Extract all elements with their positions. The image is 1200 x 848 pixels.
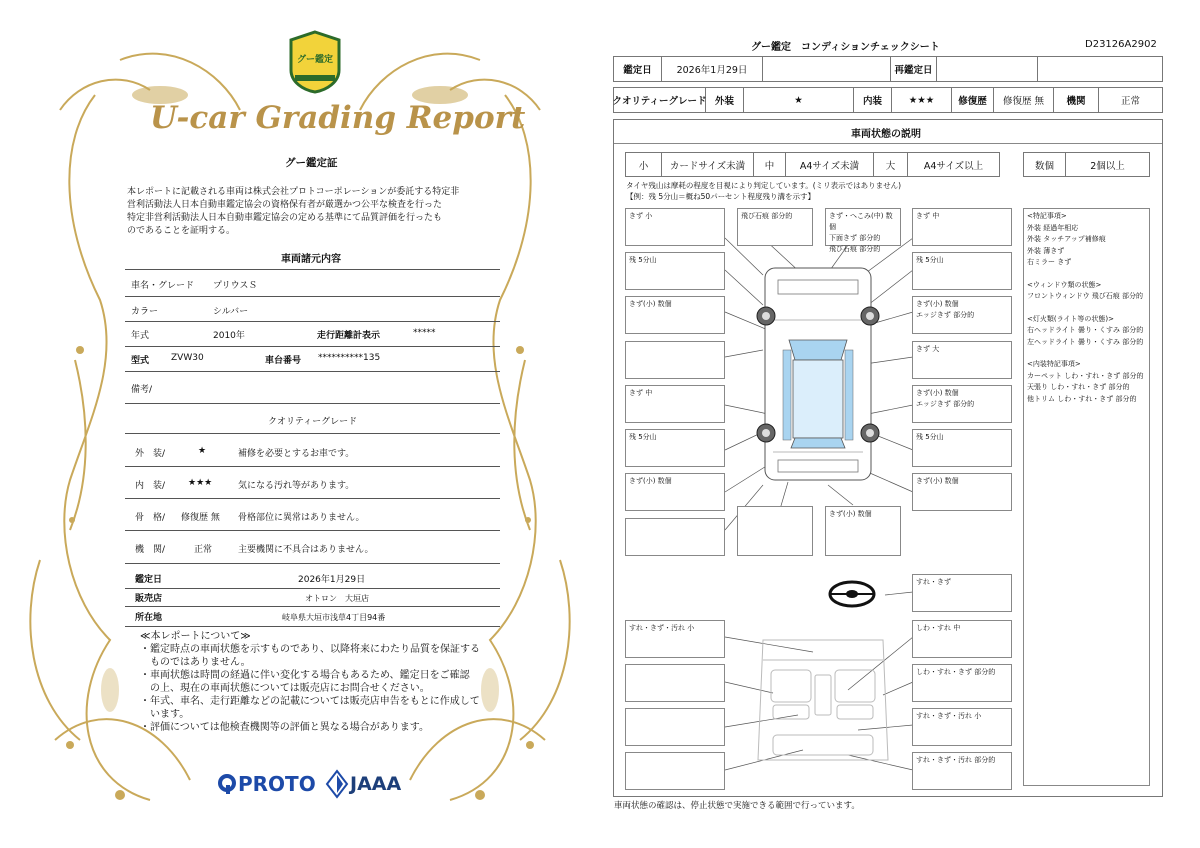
count-legend (1023, 152, 1150, 177)
note-line: 右ミラー きず (1027, 258, 1072, 266)
divider (125, 530, 500, 531)
divider (614, 143, 1162, 144)
condition-box: きず(小) 数個 (825, 506, 901, 556)
report-title-script: U-car Grading Report (150, 100, 526, 136)
note-line: の上、現在の車両状態については販売店にお問合せください。 (140, 683, 430, 694)
divider (125, 371, 500, 372)
car-top-view-icon (757, 268, 879, 480)
note-line: <灯火類(ライト等の状態)> (1027, 314, 1114, 323)
dealer-value: オトロン 大垣店 (305, 594, 369, 603)
date-blank (763, 57, 891, 81)
mileage-label: 走行距離計表示 (317, 331, 381, 341)
note-line: フロントウィンドウ 飛び石痕 部分的 (1027, 292, 1144, 300)
condition-box (625, 341, 725, 379)
condition-box: 残 5分山 (625, 429, 725, 467)
legend-medium: 中 (754, 153, 786, 176)
frame-desc: 骨格部位に異常はありません。 (238, 513, 365, 523)
condition-box: きず・へこみ(中) 数個 下面きず 部分的 飛び石痕 部分的 (825, 208, 901, 246)
divider (125, 626, 500, 627)
divider (125, 606, 500, 607)
condition-box: きず(小) 数個 エッジきず 部分的 (912, 296, 1012, 334)
count-value: 2個以上 (1090, 160, 1125, 172)
legend-large-desc: A4サイズ以上 (923, 160, 984, 172)
address-label: 所在地 (135, 613, 163, 623)
date-label: 鑑定日 (135, 575, 163, 585)
quality-grade-label: クオリティーグレード (614, 88, 706, 112)
engine-desc: 主要機関に不具合はありません。 (238, 545, 374, 555)
date-label: 鑑定日 (614, 57, 662, 81)
divider (125, 346, 500, 347)
model-value: ZVW30 (171, 353, 204, 363)
condition-box: きず(小) 数個 (625, 473, 725, 511)
note-line: ・評価については他検査機関等の評価と異なる場合があります。 (140, 722, 429, 733)
note-line (1027, 269, 1146, 280)
intro-line: のであることを証明する。 (127, 226, 236, 236)
year-label: 年式 (131, 331, 150, 341)
intro-line: 特定非営利活動法人日本自動車鑑定協会の定める基準にて品質評価を行ったも (127, 213, 443, 223)
legend-small: 小 (626, 153, 662, 176)
interior-box: すれ・きず・汚れ 小 (912, 708, 1012, 746)
condition-box: きず(小) 数個 エッジきず 部分的 (912, 385, 1012, 423)
section-title: 車両状態の説明 (851, 129, 921, 140)
steering-condition-box: すれ・きず (912, 574, 1012, 612)
condition-box (625, 518, 725, 556)
divider (125, 498, 500, 499)
divider (125, 563, 500, 564)
note-line: <内装特記事項> (1027, 360, 1081, 368)
intro-line: 本レポートに記載される車両は株式会社プロトコーポレーションが委託する特定非 (127, 187, 460, 197)
interior-box (625, 708, 725, 746)
divider (125, 321, 500, 322)
sheet-title: グー鑑定 コンディションチェックシート (751, 42, 940, 53)
engine-label: 機関 (1054, 88, 1099, 112)
car-interior-icon (758, 640, 888, 760)
interior-label: 内 装/ (135, 481, 166, 491)
note-line (1027, 348, 1146, 359)
interior-box: しわ・すれ 中 (912, 620, 1012, 658)
note-line: ものではありません。 (140, 657, 251, 668)
exterior-label: 外装 (706, 88, 744, 112)
count-label: 数個 (1024, 153, 1066, 176)
certificate-subtitle: グー鑑定証 (285, 157, 338, 169)
note-line (1027, 303, 1146, 314)
note-line: 外装 薄きず (1027, 246, 1065, 255)
divider (125, 269, 500, 270)
condition-box: 残 5分山 (625, 252, 725, 290)
divider (125, 296, 500, 297)
vehicle-name-label: 車名・グレード (131, 281, 195, 291)
engine-value: 正常 (1120, 96, 1140, 107)
legend-small-desc: カードサイズ未満 (662, 153, 754, 176)
note-line: <ウィンドウ類の状態> (1027, 280, 1102, 289)
exterior-stars: ★ (198, 446, 207, 456)
condition-box (737, 506, 813, 556)
condition-box: 残 5分山 (912, 429, 1012, 467)
divider (125, 403, 500, 404)
frame-label: 骨 格/ (135, 513, 166, 523)
note-line: 天張り しわ・すれ・きず 部分的 (1027, 383, 1130, 391)
condition-box: きず(小) 数個 (912, 473, 1012, 511)
repair-value: 修復歴 無 (994, 88, 1054, 112)
quality-heading: クオリティーグレード (268, 417, 358, 427)
date-value: 2026年1月29日 (298, 575, 366, 585)
notes-title: ≪本レポートについて≫ (140, 631, 251, 642)
jaaa-logo-text: JAAA (350, 773, 402, 795)
note-line: 左ヘッドライト 曇り・くすみ 部分的 (1027, 337, 1144, 346)
color-value: シルバー (213, 307, 249, 317)
divider (125, 588, 500, 589)
interior-box: すれ・きず・汚れ 小 (625, 620, 725, 658)
note-line: 外装 タッチアップ補修痕 (1027, 235, 1106, 243)
proto-logo-text: PROTO (238, 772, 316, 796)
proto-logo-icon (218, 773, 238, 795)
vehicle-name-value: プリウスＳ (213, 281, 258, 291)
chassis-value: **********135 (318, 353, 381, 363)
condition-box: きず 中 (625, 385, 725, 423)
tire-example: 【例：残 5分山＝概ね50パーセント程度残り溝を示す】 (626, 192, 816, 201)
year-value: 2010年 (213, 331, 245, 341)
interior-desc: 気になる汚れ等があります。 (238, 481, 355, 491)
intro-line: 営利活動法人日本自動車鑑定協会の資格保有者が厳選かつ公平な検査を行った (127, 200, 443, 210)
dealer-label: 販売店 (135, 594, 163, 604)
date-value: 2026年1月29日 (662, 57, 763, 81)
note-line: ・車両状態は時間の経過に伴い変化する場合もあるため、鑑定日をご確認 (140, 670, 470, 681)
document-id: D23126A2902 (1085, 39, 1157, 50)
condition-box: 残 5分山 (912, 252, 1012, 290)
condition-box: きず 大 (912, 341, 1012, 379)
note-line: ・鑑定時点の車両状態を示すものであり、以降将来にわたり品質を保証する (140, 644, 480, 655)
frame-value: 修復歴 無 (181, 513, 220, 523)
divider (125, 466, 500, 467)
interior-box (625, 664, 725, 702)
emblem-text: グー鑑定 (297, 55, 334, 65)
legend-large: 大 (874, 153, 908, 176)
condition-box: きず(小) 数個 (625, 296, 725, 334)
interior-box (625, 752, 725, 790)
note-line: 外装 経過年相応 (1027, 223, 1079, 232)
divider (125, 433, 500, 434)
size-legend (625, 152, 1000, 177)
condition-box: きず 中 (912, 208, 1012, 246)
remarks-label: 備考/ (131, 385, 153, 395)
special-notes-box (1023, 208, 1150, 786)
interior-stars: ★★★ (188, 478, 213, 488)
steering-wheel-icon (830, 582, 874, 606)
sheet-footer: 車両状態の確認は、停止状態で実施できる範囲で行っています。 (614, 801, 860, 811)
engine-value: 正常 (194, 545, 213, 555)
exterior-desc: 補修を必要とするお車です。 (238, 449, 355, 459)
color-label: カラー (131, 307, 159, 317)
engine-label: 機 関/ (135, 545, 166, 555)
re-date-label: 再鑑定日 (891, 57, 937, 81)
note-line: います。 (140, 709, 190, 720)
quality-row (613, 87, 1163, 113)
address-value: 岐阜県大垣市浅草4丁目94番 (282, 613, 386, 622)
note-line: 右ヘッドライト 曇り・くすみ 部分的 (1027, 326, 1144, 334)
jaaa-logo-icon (326, 770, 348, 798)
repair-label: 修復歴 (952, 88, 994, 112)
condition-box: 飛び石痕 部分的 (737, 208, 813, 246)
note-line: 他トリム しわ・すれ・きず 部分的 (1027, 394, 1137, 403)
note-line: カーペット しわ・すれ・きず 部分的 (1027, 371, 1144, 380)
tire-note: タイヤ残山は摩耗の程度を目視により判定しています。(ミリ表示ではありません) (626, 181, 902, 190)
exterior-value: ★ (744, 88, 854, 112)
interior-label: 内装 (854, 88, 892, 112)
date-row (613, 56, 1163, 82)
note-line: <特記事項> (1027, 212, 1067, 220)
interior-box: しわ・すれ・きず 部分的 (912, 664, 1012, 702)
spec-heading: 車両諸元内容 (281, 254, 341, 265)
legend-medium-desc: A4サイズ未満 (786, 153, 874, 176)
chassis-label: 車台番号 (265, 356, 302, 366)
model-label: 型式 (131, 356, 150, 366)
interior-value: ★★★ (892, 88, 952, 112)
condition-box: きず 小 (625, 208, 725, 246)
mileage-value: ***** (413, 328, 436, 338)
re-date-value (937, 57, 1038, 81)
note-line: ・年式、車名、走行距離などの記載については販売店申告をもとに作成して (140, 696, 480, 707)
exterior-label: 外 装/ (135, 449, 166, 459)
interior-box: すれ・きず・汚れ 部分的 (912, 752, 1012, 790)
